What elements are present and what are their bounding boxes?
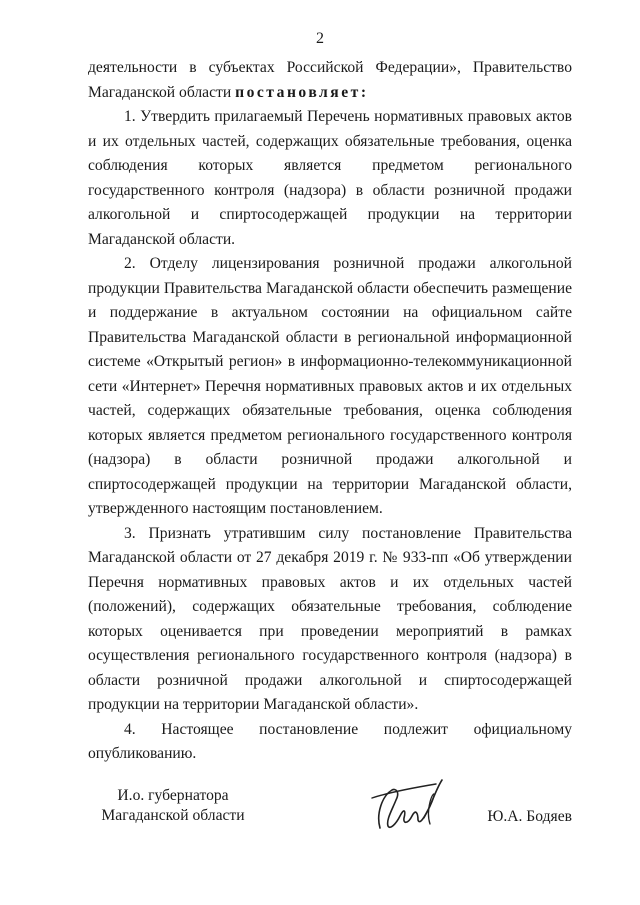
handwritten-signature bbox=[366, 774, 456, 836]
intro-paragraph bbox=[88, 56, 572, 105]
signatory-name: Ю.А. Бодяев bbox=[487, 808, 572, 825]
intro-text: деятельности в субъектах Российской Федерации», Правительство Магаданской области bbox=[88, 59, 572, 101]
paragraph-4: 4. Настоящее постановление подлежит официальному опубликованию. bbox=[88, 720, 572, 762]
paragraph-1: 1. Утвердить прилагаемый Перечень нормативных правовых актов и их отдельных частей, содержащих обязательные требования, оценка соблюдения которых является предметом регионального государственного контроля (надзора) в области розничной продажи алкогольной и спиртосодержащей продукции на территории Магаданской области. bbox=[88, 108, 572, 248]
paragraph-3: 3. Признать утратившим силу постановление Правительства Магаданской области от 27 декабря 2019 г. № 933-пп «Об утверждении Перечня нормативных правовых актов и их отдельных частей (положений), содержащих обязательные требования, соблюдение которых оценивается при проведении мероприятий в рамках осуществления регионального государственного контроля (надзора) в области розничной продажи алкогольной и спиртосодержащей продукции на территории Магаданской области». bbox=[88, 524, 572, 713]
signatory-position-line-2: Магаданской области bbox=[101, 807, 245, 824]
document-body bbox=[88, 56, 572, 767]
decree-word: постановляет: bbox=[235, 83, 369, 101]
signatory-position bbox=[88, 786, 258, 826]
page-number: 2 bbox=[316, 30, 324, 47]
signatory-position-line-1: И.о. губернатора bbox=[117, 787, 229, 804]
signature-block bbox=[88, 786, 572, 846]
paragraph-2: 2. Отделу лицензирования розничной продажи алкогольной продукции Правительства Магаданской области обеспечить размещение и поддержание в актуальном состоянии на официальном сайте Правительства Магаданской области в региональной информационной системе «Открытый регион» в информационно-телекоммуникационной сети «Интернет» Перечня нормативных правовых актов и их отдельных частей, содержащих обязательные требования, оценка соблюдения которых является предметом регионального государственного контроля (надзора) в области розничной продажи алкогольной и спиртосодержащей продукции на территории Магаданской области, утвержденного настоящим постановлением. bbox=[88, 255, 572, 517]
